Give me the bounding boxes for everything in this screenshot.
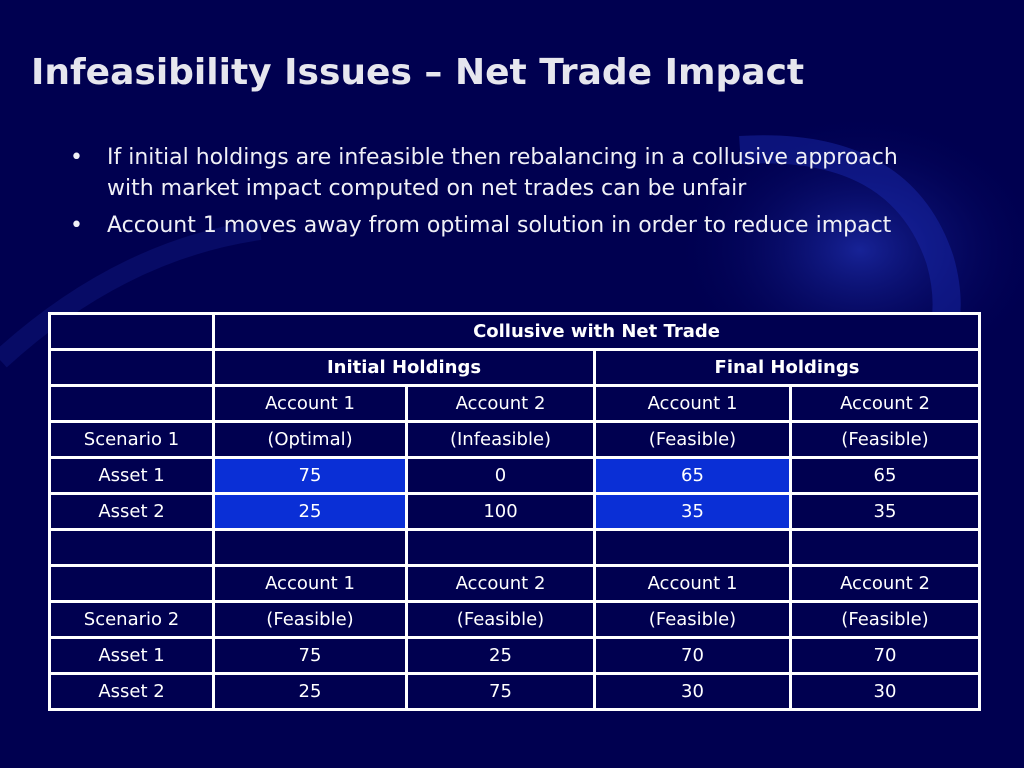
table-cell-scenario-label: Scenario 1 [50,422,214,458]
table-cell-asset-label: Asset 1 [50,458,214,494]
table-row-scenario [50,422,980,458]
table-row-accounts [50,566,980,602]
table-cell-empty [50,386,214,422]
table-cell-empty [595,530,791,566]
holdings-table [48,312,981,711]
bullet-marker: • [70,145,83,170]
table-cell-value: 25 [214,674,407,710]
table-cell-empty [791,530,980,566]
table-cell-asset-label: Asset 1 [50,638,214,674]
table-cell-value: 70 [791,638,980,674]
table-group-initial: Initial Holdings [214,350,595,386]
table-group-final: Final Holdings [595,350,980,386]
table-cell-asset-label: Asset 2 [50,494,214,530]
table-cell-account: Account 2 [407,386,595,422]
table-header-collusive: Collusive with Net Trade [214,314,980,350]
table-row-accounts [50,386,980,422]
table-cell-value: 0 [407,458,595,494]
table-cell-status: (Feasible) [407,602,595,638]
table-cell-value-highlighted: 75 [214,458,407,494]
table-cell-account: Account 2 [791,386,980,422]
slide-title: Infeasibility Issues – Net Trade Impact [31,52,805,93]
table-cell-account: Account 1 [595,566,791,602]
table-cell-value-highlighted: 65 [595,458,791,494]
table-cell-account: Account 1 [214,566,407,602]
table-cell-status: (Feasible) [214,602,407,638]
bullet-marker: • [70,213,83,238]
table-row-title [50,314,980,350]
table-cell-value: 30 [595,674,791,710]
table-cell-status: (Optimal) [214,422,407,458]
table-cell-status: (Feasible) [791,602,980,638]
table-cell-value: 100 [407,494,595,530]
table-row-asset [50,674,980,710]
table-cell-empty [50,314,214,350]
table-cell-account: Account 1 [214,386,407,422]
table-row-groups [50,350,980,386]
table-cell-value: 25 [407,638,595,674]
table-cell-value: 30 [791,674,980,710]
table-cell-status: (Feasible) [595,602,791,638]
table-cell-empty [214,530,407,566]
table-cell-empty [50,530,214,566]
table-cell-asset-label: Asset 2 [50,674,214,710]
table-cell-value: 75 [407,674,595,710]
table-cell-empty [50,566,214,602]
table-cell-status: (Infeasible) [407,422,595,458]
bullet-item [70,142,950,204]
table-cell-empty [50,350,214,386]
table-cell-value: 35 [791,494,980,530]
table-row-asset [50,638,980,674]
bullet-item [70,210,950,241]
table-cell-account: Account 1 [595,386,791,422]
table-cell-scenario-label: Scenario 2 [50,602,214,638]
table-cell-value-highlighted: 35 [595,494,791,530]
table-row-scenario [50,602,980,638]
table-cell-value: 70 [595,638,791,674]
table-row-asset [50,458,980,494]
table-cell-value: 75 [214,638,407,674]
table-cell-status: (Feasible) [595,422,791,458]
bullet-list [70,142,950,247]
table-cell-status: (Feasible) [791,422,980,458]
table-row-spacer [50,530,980,566]
table-cell-account: Account 2 [407,566,595,602]
table-cell-value-highlighted: 25 [214,494,407,530]
table-cell-empty [407,530,595,566]
table-row-asset [50,494,980,530]
table-cell-account: Account 2 [791,566,980,602]
bullet-text: Account 1 moves away from optimal solution in order to reduce impact [107,213,892,238]
table-cell-value: 65 [791,458,980,494]
bullet-text: If initial holdings are infeasible then rebalancing in a collusive approach with market impact computed on net trades can be unfair [107,145,898,201]
